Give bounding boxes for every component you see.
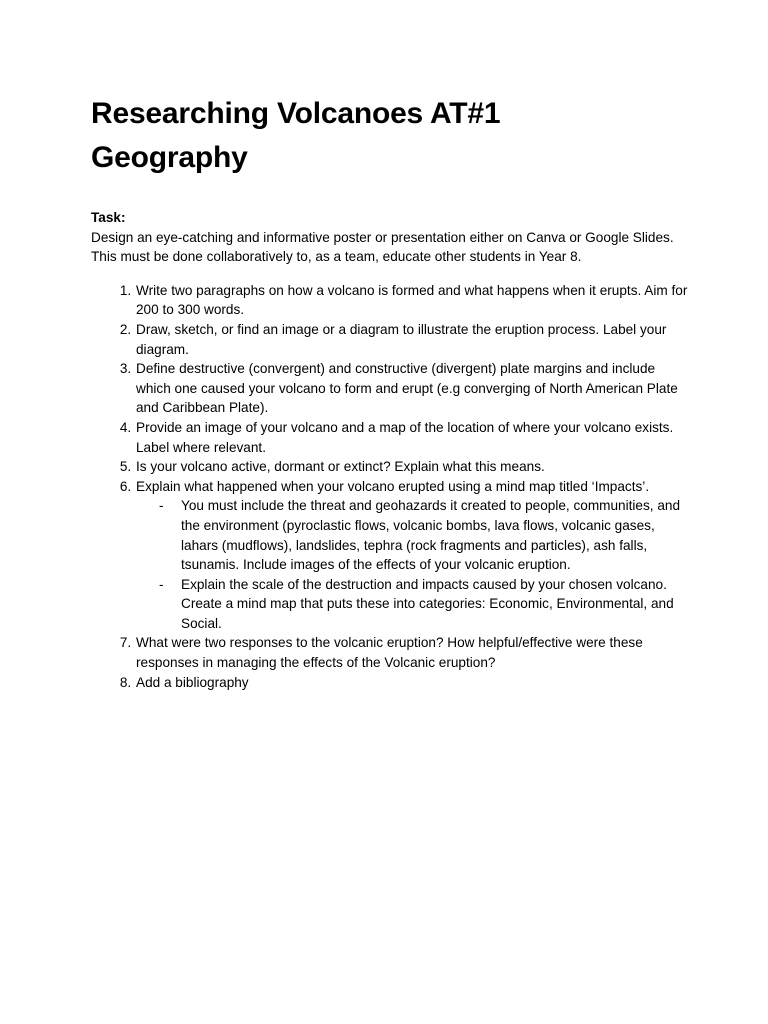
step-text: Is your volcano active, dormant or extinct? Explain what this means. bbox=[136, 459, 545, 475]
step-item bbox=[135, 477, 691, 634]
step-item bbox=[135, 359, 691, 418]
document-page bbox=[91, 92, 691, 692]
task-heading: Task: bbox=[91, 210, 126, 225]
title-line-1: Researching Volcanoes AT#1 bbox=[91, 97, 501, 130]
step-item bbox=[135, 418, 691, 457]
task-section bbox=[91, 208, 691, 267]
step-text: Add a bibliography bbox=[136, 674, 249, 690]
step-text: Define destructive (convergent) and constructive (divergent) plate margins and include which one caused your volcano to form and erupt (e.g converging of North American Plate and Caribbean Plate). bbox=[136, 361, 678, 416]
step-6-sublist bbox=[136, 496, 691, 633]
sub-item-text: You must include the threat and geohazards it created to people, communities, and the environment (pyroclastic flows, volcanic bombs, lava flows, volcanic gases, lahars (mudflows), landslides, tephra (rock fragments and particles), ash falls, tsunamis. Include images of the effects of your volcanic eruption. bbox=[181, 498, 681, 573]
step-item bbox=[135, 673, 691, 693]
step-text: What were two responses to the volcanic eruption? How helpful/effective were these responses in managing the effects of the Volcanic eruption? bbox=[136, 635, 643, 671]
step-text: Provide an image of your volcano and a map of the location of where your volcano exists. Label where relevant. bbox=[136, 419, 674, 455]
document-title bbox=[91, 92, 691, 180]
title-line-2: Geography bbox=[91, 141, 248, 174]
sub-item-text: Explain the scale of the destruction and impacts caused by your chosen volcano. Create a mind map that puts these into categories: Economic, Environmental, and Social. bbox=[181, 576, 674, 631]
dash-bullet: - bbox=[159, 576, 164, 592]
step-item bbox=[135, 320, 691, 359]
step-text: Draw, sketch, or find an image or a diagram to illustrate the eruption process. Label your diagram. bbox=[136, 321, 667, 357]
sub-item bbox=[159, 496, 691, 574]
dash-bullet: - bbox=[159, 498, 164, 514]
step-item bbox=[135, 281, 691, 320]
sub-item bbox=[159, 575, 691, 634]
step-item bbox=[135, 633, 691, 672]
task-description: Design an eye-catching and informative poster or presentation either on Canva or Google Slides. This must be done collaboratively to, as a team, educate other students in Year 8. bbox=[91, 229, 674, 265]
step-text: Write two paragraphs on how a volcano is formed and what happens when it erupts. Aim for 200 to 300 words. bbox=[136, 282, 688, 318]
step-text: Explain what happened when your volcano erupted using a mind map titled ‘Impacts’. bbox=[136, 478, 650, 494]
step-item bbox=[135, 457, 691, 477]
task-steps-list bbox=[91, 281, 691, 692]
